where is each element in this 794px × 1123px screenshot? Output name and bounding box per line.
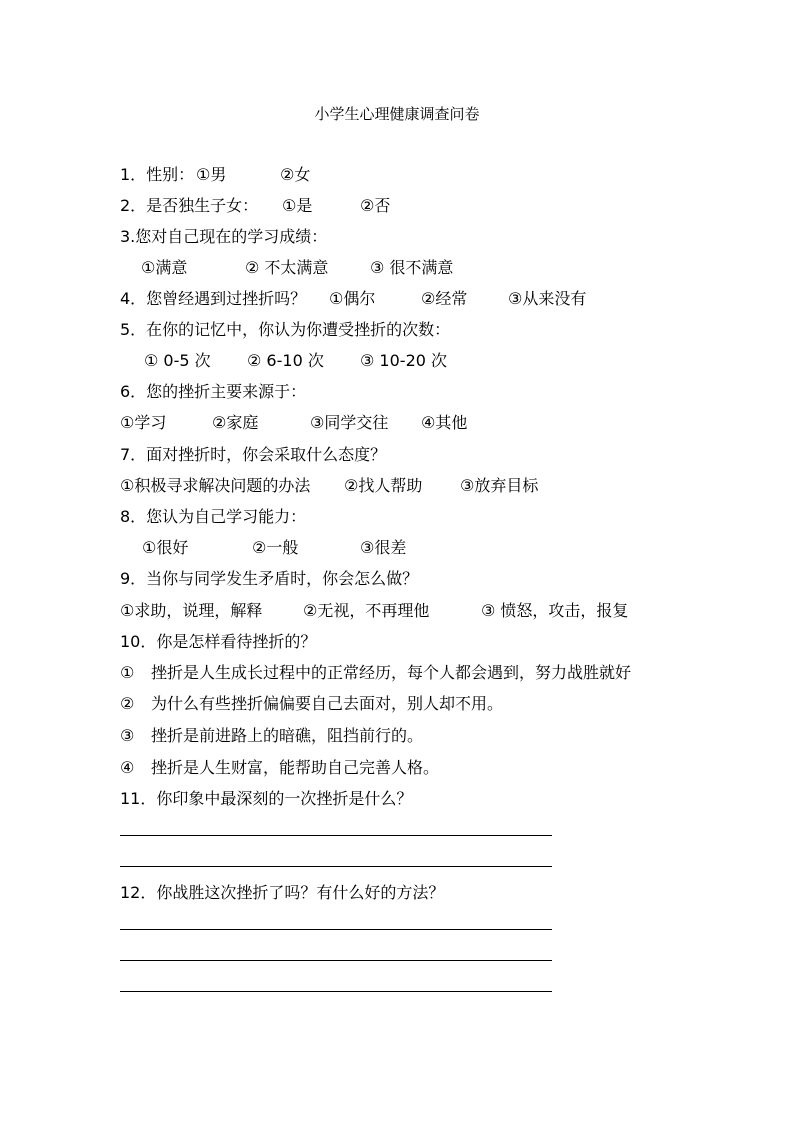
q5-option-3: ③ 10-20 次 (360, 351, 448, 370)
q8-option-1: ①很好 (142, 538, 189, 557)
q2-option-2: ②否 (360, 196, 391, 215)
question-6: 6．您的挫折主要来源于： (120, 382, 307, 401)
q7-option-1: ①积极寻求解决问题的办法 (120, 476, 311, 495)
q9-option-3: ③ 愤怒，攻击，报复 (481, 601, 629, 620)
q4-option-2: ②经常 (421, 289, 468, 308)
answer-line-12-1[interactable] (120, 929, 552, 930)
q6-option-2: ②家庭 (212, 413, 259, 432)
q5-option-2: ② 6-10 次 (247, 351, 324, 370)
answer-line-11-1[interactable] (120, 835, 552, 836)
q1-option-2: ②女 (280, 165, 311, 184)
q10-option-2-text: 为什么有些挫折偏偏要自己去面对，别人却不用。 (151, 694, 504, 713)
question-4: 4．您曾经遇到过挫折吗？ (120, 289, 307, 308)
q1-option-1: ①男 (196, 165, 227, 184)
question-9: 9．当你与同学发生矛盾时，你会怎么做？ (120, 569, 419, 588)
page-title: 小学生心理健康调查问卷 (314, 105, 480, 123)
question-11: 11．你印象中最深刻的一次挫折是什么？ (120, 789, 413, 808)
q2-option-1: ①是 (282, 196, 313, 215)
q9-option-1: ①求助，说理，解释 (120, 601, 263, 620)
q8-option-2: ②一般 (252, 538, 299, 557)
q7-option-3: ③放弃目标 (460, 476, 539, 495)
question-10: 10．你是怎样看待挫折的？ (120, 632, 317, 651)
q10-option-3-text: 挫折是前进路上的暗礁，阻挡前行的。 (151, 726, 424, 745)
q9-option-2: ②无视，不再理他 (303, 601, 430, 620)
question-2: 2．是否独生子女： (120, 196, 259, 215)
q10-option-2-num: ② (120, 694, 135, 713)
q6-option-1: ①学习 (120, 413, 167, 432)
q7-option-2: ②找人帮助 (344, 476, 423, 495)
question-1: 1．性别： (120, 165, 195, 184)
question-7: 7．面对挫折时，你会采取什么态度？ (120, 445, 387, 464)
question-5: 5．在你的记忆中，你认为你遭受挫折的次数： (120, 320, 451, 339)
q4-option-3: ③从来没有 (508, 289, 587, 308)
answer-line-12-2[interactable] (120, 960, 552, 961)
q10-option-4-num: ④ (120, 758, 135, 777)
q10-option-1-num: ① (120, 663, 135, 682)
q3-option-1: ①满意 (141, 258, 188, 277)
question-12: 12．你战胜这次挫折了吗？有什么好的方法？ (120, 883, 445, 902)
q6-option-4: ④其他 (421, 413, 468, 432)
question-8: 8．您认为自己学习能力： (120, 507, 307, 526)
q3-option-2: ② 不太满意 (245, 258, 329, 277)
q10-option-1-text: 挫折是人生成长过程中的正常经历，每个人都会遇到，努力战胜就好 (151, 663, 632, 682)
q8-option-3: ③很差 (360, 538, 407, 557)
answer-line-12-3[interactable] (120, 991, 552, 992)
q6-option-3: ③同学交往 (310, 413, 389, 432)
q4-option-1: ①偶尔 (329, 289, 376, 308)
q10-option-4-text: 挫折是人生财富，能帮助自己完善人格。 (151, 758, 440, 777)
q10-option-3-num: ③ (120, 726, 135, 745)
q3-option-3: ③ 很不满意 (370, 258, 454, 277)
answer-line-11-2[interactable] (120, 866, 552, 867)
question-3: 3.您对自己现在的学习成绩： (120, 227, 328, 246)
q5-option-1: ① 0-5 次 (144, 351, 211, 370)
